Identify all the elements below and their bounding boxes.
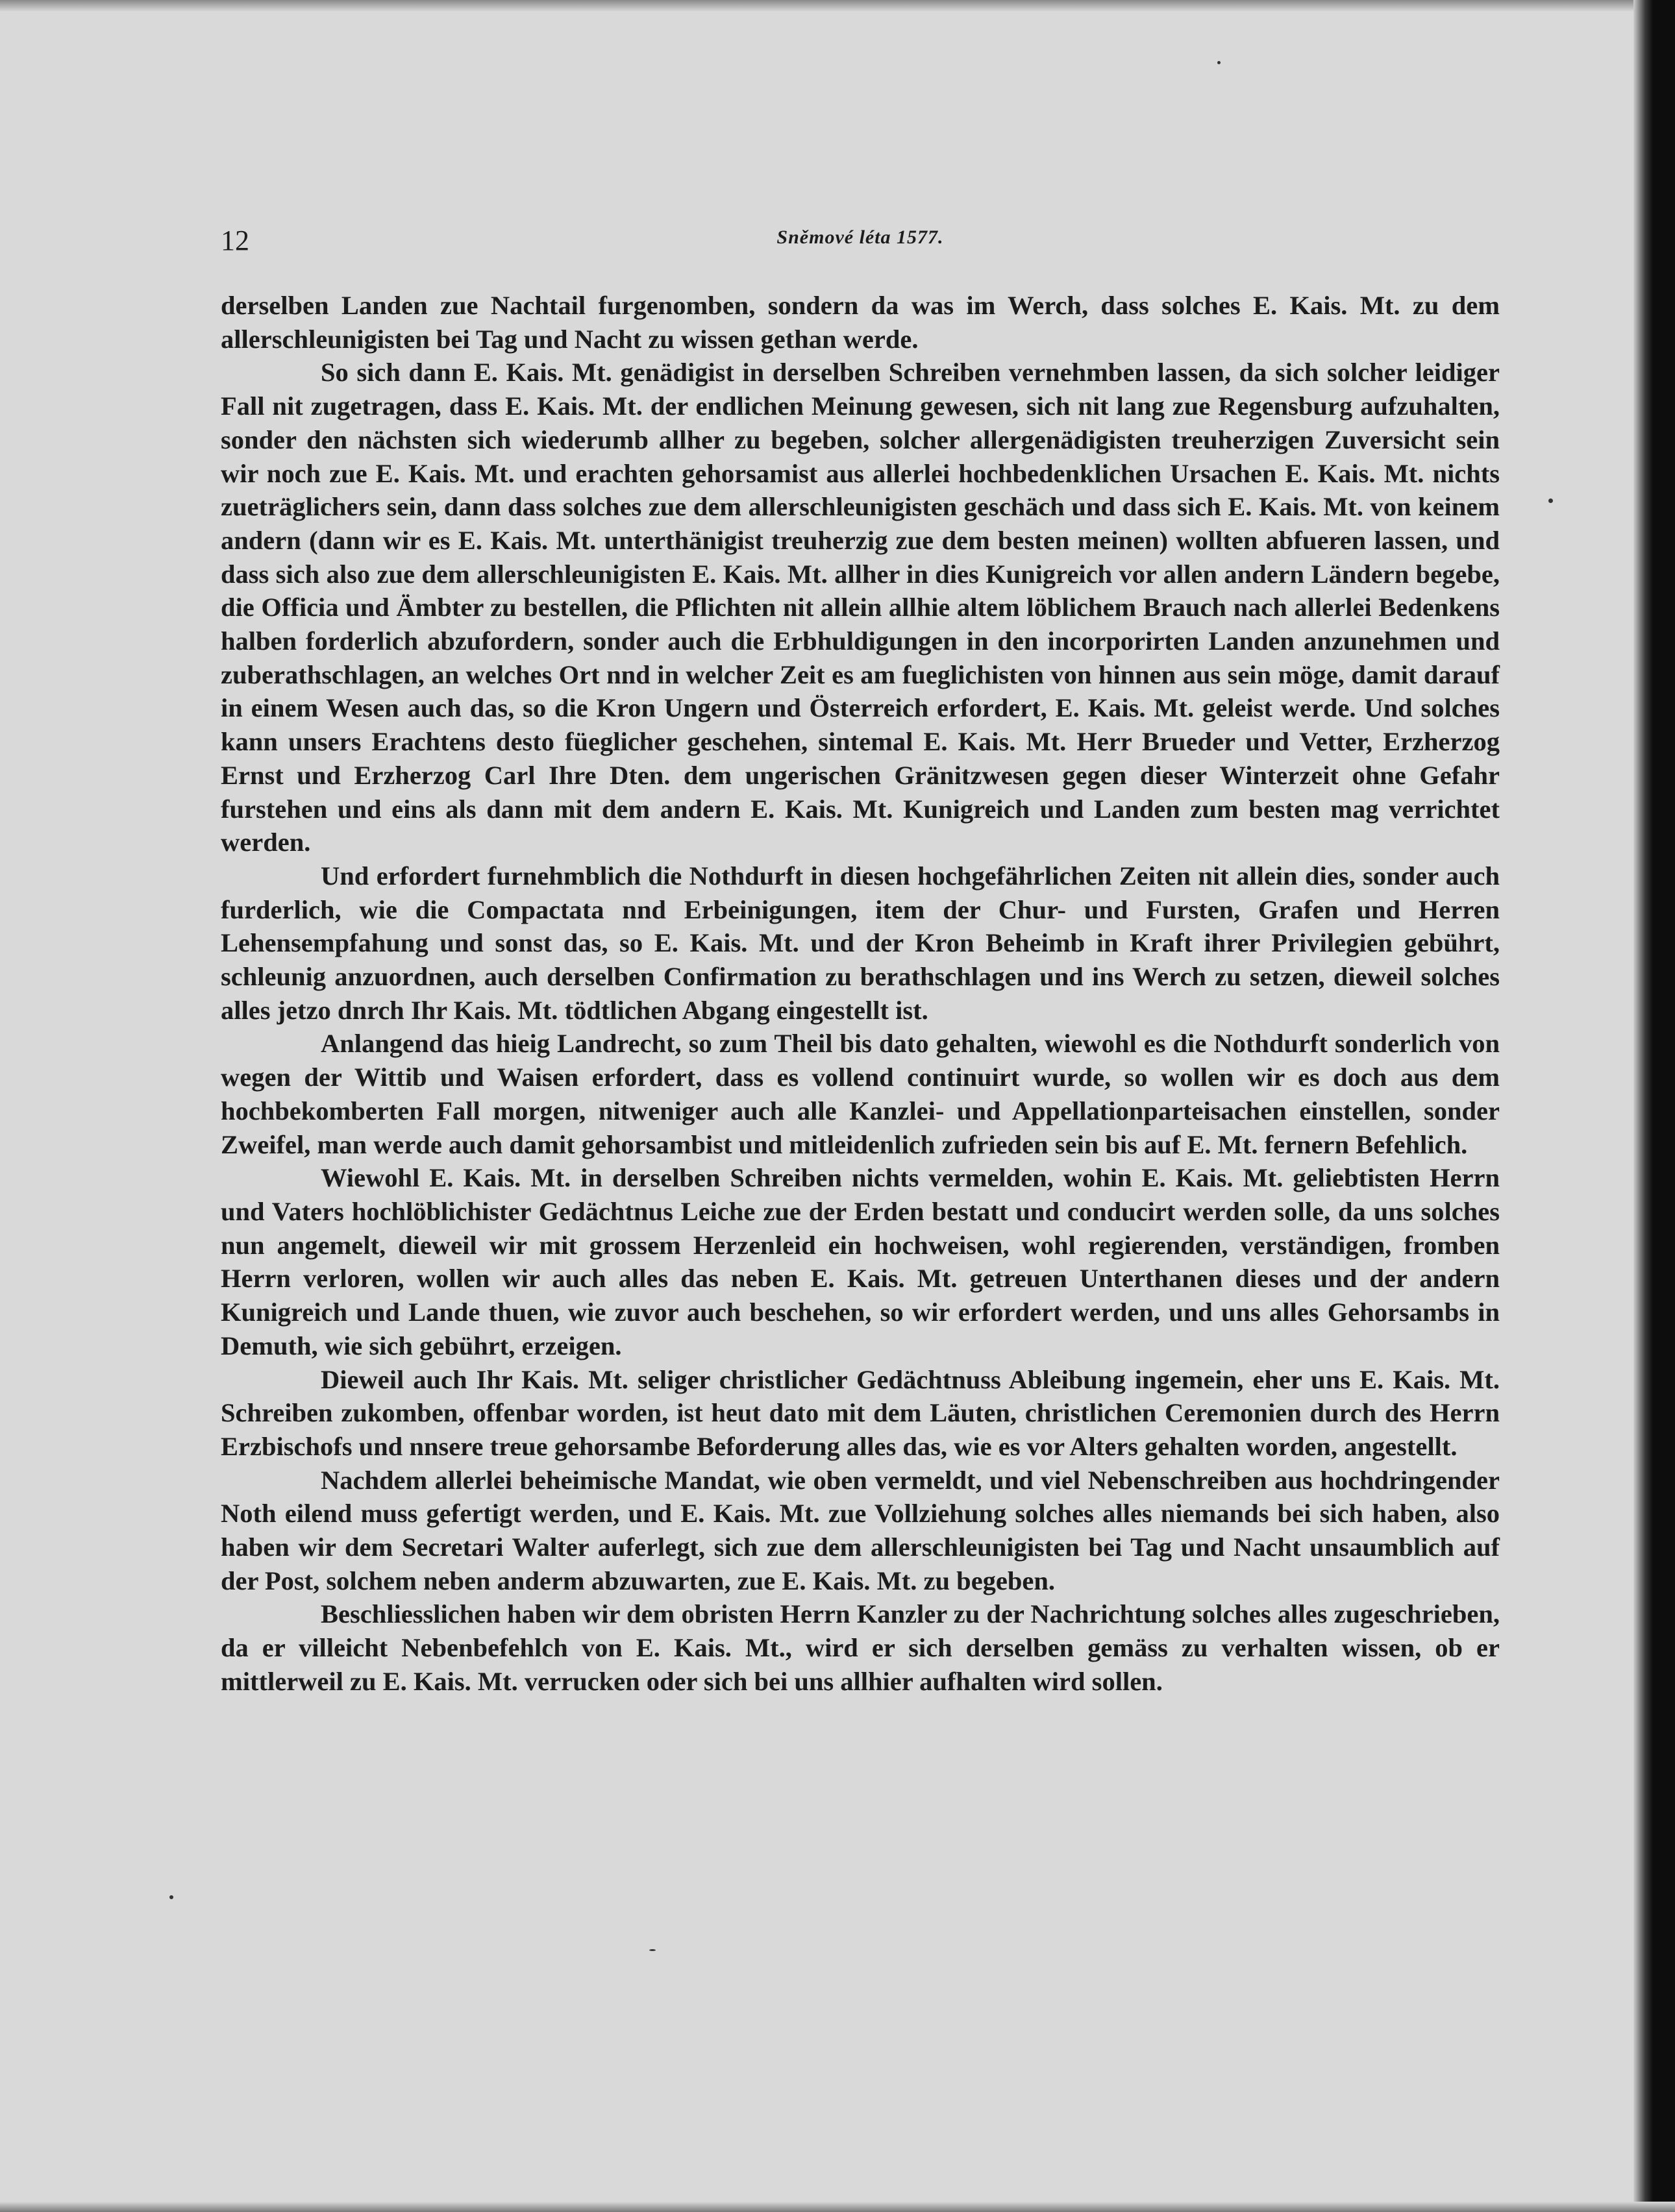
body-text: [221, 289, 1500, 1699]
page-number: 12: [221, 225, 249, 256]
paragraph-4: Anlangend das hieig Landrecht, so zum Theil bis dato gehalten, wiewohl es die Nothdurft sonderlich von wegen der Wittib und Waisen erfordert, dass es vollend continuirt wurde, so wollen wir es doch aus dem hochbekomberten Fall morgen, nitweniger auch alle Kanzlei- und Appellationparteisachen einstellen, sonder Zweifel, man werde auch damit gehorsambist und mitleidenlich zufrieden sein bis auf E. Mt. fernern Befehlich.: [221, 1029, 1500, 1159]
paragraph-6: Dieweil auch Ihr Kais. Mt. seliger christlicher Gedächtnuss Ableibung ingemein, eher uns E. Kais. Mt. Schreiben zukomben, offenbar worden, ist heut dato mit dem Läuten, christlichen Ceremonien durch des Herrn Erzbischofs und nnsere treue gehorsambe Beforderung alles das, wie es vor Alters gehalten worden, angestellt.: [221, 1364, 1500, 1461]
paragraph-8: Beschliesslichen haben wir dem obristen Herrn Kanzler zu der Nachrichtung solches alles zugeschrieben, da er villeicht Nebenbefehlch von E. Kais. Mt., wird er sich derselben gemäss zu verhalten wissen, ob er mittlerweil zu E. Kais. Mt. verrucken oder sich bei uns allhier aufhalten wird sollen.: [221, 1599, 1500, 1696]
paragraph-3: Und erfordert furnehmblich die Nothdurft in diesen hochgefährlichen Zeiten nit allein dies, sonder auch furderlich, wie die Compactata nnd Erbeinigungen, item der Chur- und Fursten, Grafen und Herren Lehensempfahung und sonst das, so E. Kais. Mt. und der Kron Beheimb in Kraft ihrer Privilegien gebührt, schleunig anzuordnen, auch derselben Confirmation zu berathschlagen und ins Werch zu setzen, dieweil solches alles jetzo dnrch Ihr Kais. Mt. tödtlichen Abgang eingestellt ist.: [221, 861, 1500, 1025]
scan-bottom-edge: [0, 2202, 1675, 2212]
paragraph-2: So sich dann E. Kais. Mt. genädigist in derselben Schreiben vernehmben lassen, da sich solcher leidiger Fall nit zugetragen, dass E. Kais. Mt. der endlichen Meinung gewesen, sich nit lang zue Regensburg aufzuhalten, sonder den nächsten sich wiederumb allher zu begeben, solcher allergenädigisten treuherzigen Zuversicht sein wir noch zue E. Kais. Mt. und erachten gehorsamist aus allerlei hochbedenklichen Ursachen E. Kais. Mt. nichts zueträglichers sein, dann dass solches zue dem allerschleunigisten geschäch und dass sich E. Kais. Mt. von keinem andern (dann wir es E. Kais. Mt. unterthänigist treuherzig zue dem besten meinen) wollten abfueren lassen, und dass sich also zue dem allerschleunigisten E. Kais. Mt. allher in dies Kunigreich vor allen andern Ländern begebe, die Officia und Ämbter zu bestellen, die Pflichten nit allein allhie altem löblichem Brauch nach allerlei Bedenkens halben forderlich abzufordern, sonder auch die Erbhuldigungen in den incorporirten Landen anzunehmen und zuberathschlagen, an welches Ort nnd in welcher Zeit es am fueglichisten von hinnen aus sein möge, damit darauf in einem Wesen auch das, so die Kron Ungern und Österreich erfordert, E. Kais. Mt. geleist werde. Und solches kann unsers Erachtens desto füeglicher geschehen, sintemal E. Kais. Mt. Herr Brueder und Vetter, Erzherzog Ernst und Erzherzog Carl Ihre Dten. dem ungerischen Gränitzwesen gegen dieser Winterzeit ohne Gefahr furstehen und eins als dann mit dem andern E. Kais. Mt. Kunigreich und Landen zum besten mag verrichtet werden.: [221, 358, 1500, 857]
running-title: Sněmové léta 1577.: [776, 227, 944, 248]
scan-top-edge: [0, 0, 1675, 12]
dust-speck: [649, 1949, 656, 1951]
dust-speck: [1217, 61, 1221, 64]
running-head: [221, 217, 1500, 256]
scan-right-edge: [1633, 0, 1675, 2212]
document-page: [221, 217, 1500, 1699]
paragraph-7: Nachdem allerlei beheimische Mandat, wie oben vermeldt, und viel Nebenschreiben aus hochdringender Noth eilend muss gefertigt werden, und E. Kais. Mt. zue Vollziehung solches alles niemands bei sich haben, also haben wir dem Secretari Walter auferlegt, sich zue dem allerschleunigisten bei Tag und Nacht unsaumblich auf der Post, solchem neben anderm abzuwarten, zue E. Kais. Mt. zu begeben.: [221, 1465, 1500, 1595]
paragraph-5: Wiewohl E. Kais. Mt. in derselben Schreiben nichts vermelden, wohin E. Kais. Mt. geliebtisten Herrn und Vaters hochlöblichister Gedächtnus Leiche zue der Erden bestatt und conducirt werden solle, da uns solches nun angemelt, dieweil wir mit grossem Herzenleid ein hochweisen, wohl regierenden, verständigen, fromben Herrn verloren, wollen wir auch alles das neben E. Kais. Mt. getreuen Unterthanen dieses und der andern Kunigreich und Lande thuen, wie zuvor auch beschehen, so wir erfordert werden, und uns alles Gehorsambs in Demuth, wie sich gebührt, erzeigen.: [221, 1163, 1500, 1360]
dust-speck: [169, 1895, 173, 1899]
dust-speck: [1548, 498, 1553, 503]
paragraph-1: derselben Landen zue Nachtail furgenomben, sondern da was im Werch, dass solches E. Kais. Mt. zu dem allerschleunigisten bei Tag und Nacht zu wissen gethan werde.: [221, 291, 1500, 354]
